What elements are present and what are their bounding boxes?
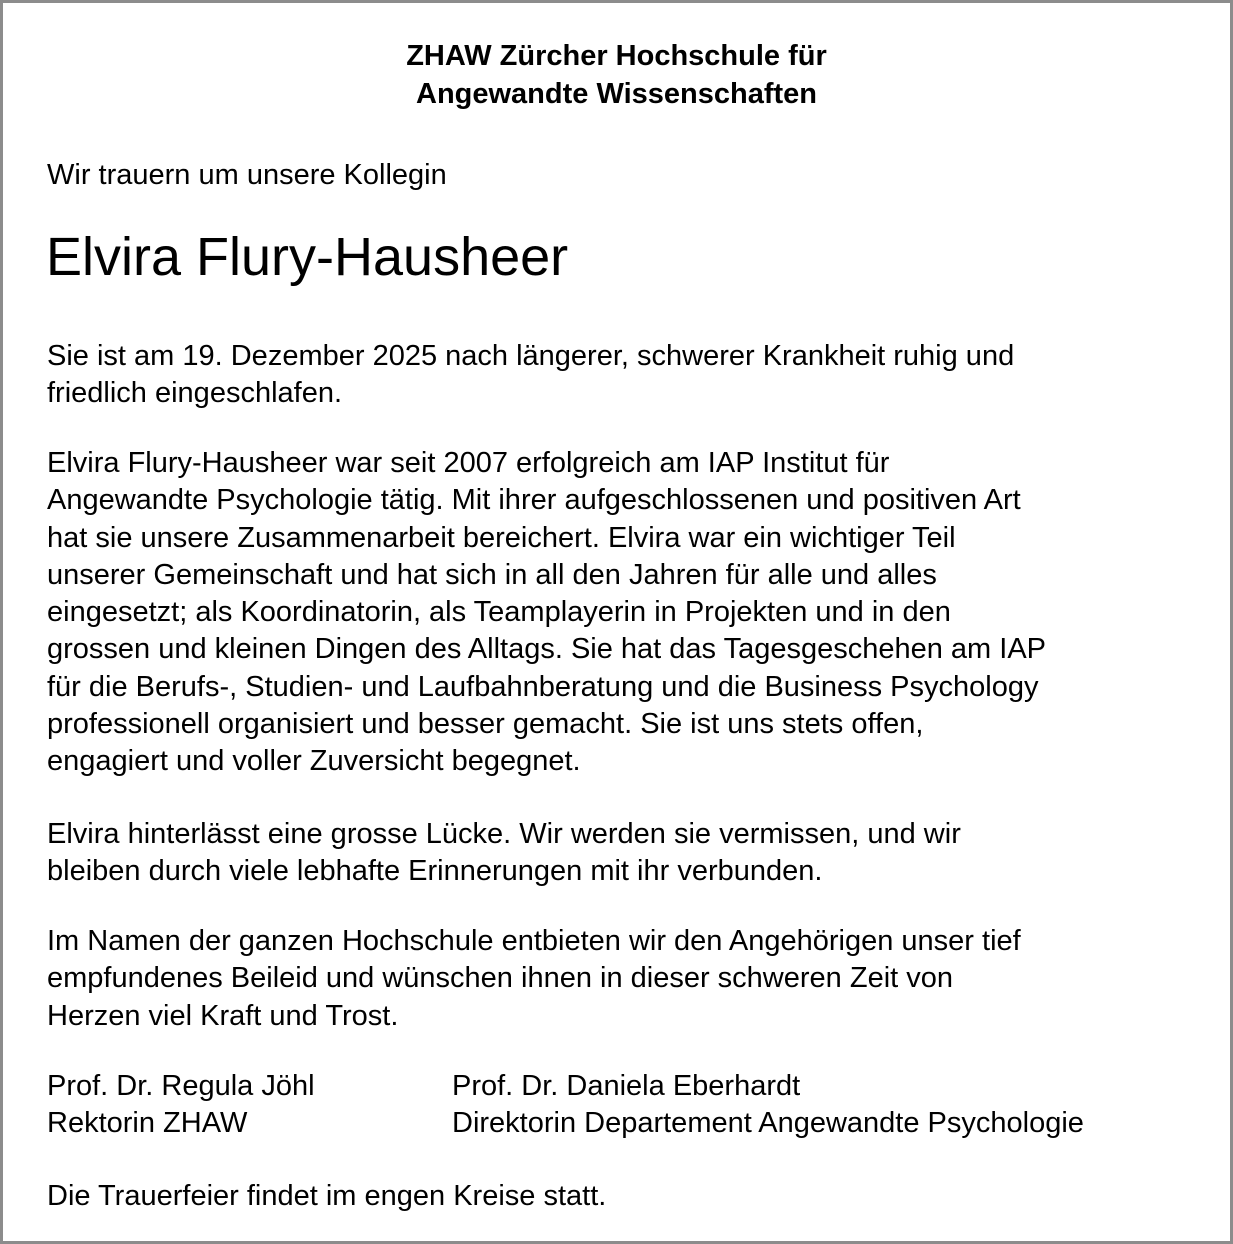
signatory-role: Direktorin Departement Angewandte Psychologie bbox=[452, 1107, 1084, 1139]
paragraph-remembrance bbox=[47, 816, 1200, 891]
paragraph-line: eingesetzt; als Koordinatorin, als Teamplayerin in Projekten und in den bbox=[47, 596, 951, 629]
institution-name-line-2: Angewandte Wissenschaften bbox=[416, 78, 817, 110]
paragraph-line: hat sie unsere Zusammenarbeit bereichert. Elvira war ein wichtiger Teil bbox=[47, 521, 956, 554]
paragraph-line: Elvira Flury-Hausheer war seit 2007 erfolgreich am IAP Institut für bbox=[47, 447, 890, 479]
paragraph-line: Elvira hinterlässt eine grosse Lücke. Wir werden sie vermissen, und wir bbox=[47, 818, 961, 850]
paragraph-line: empfundenes Beileid und wünschen ihnen in dieser schweren Zeit von bbox=[47, 962, 954, 995]
paragraph-line: unserer Gemeinschaft und hat sich in all den Jahren für alle und alles bbox=[47, 558, 937, 591]
paragraph-line: Im Namen der ganzen Hochschule entbieten wir den Angehörigen unser tief bbox=[47, 925, 1021, 957]
paragraph-line: für die Berufs-, Studien- und Laufbahnberatung und die Business Psychology bbox=[47, 670, 1039, 703]
deceased-name: Elvira Flury-Hausheer bbox=[46, 227, 569, 287]
paragraph-line: Herzen viel Kraft und Trost. bbox=[47, 999, 399, 1032]
paragraph-line: bleiben durch viele lebhafte Erinnerungen mit ihr verbunden. bbox=[47, 855, 823, 888]
funeral-note: Die Trauerfeier findet im engen Kreise statt. bbox=[47, 1180, 607, 1212]
paragraph-career bbox=[47, 445, 1200, 781]
signatory-name: Prof. Dr. Regula Jöhl bbox=[47, 1070, 315, 1102]
signatory-role: Rektorin ZHAW bbox=[47, 1107, 248, 1139]
paragraph-condolences bbox=[47, 923, 1200, 1035]
paragraph-line: grossen und kleinen Dingen des Alltags. Sie hat das Tagesgeschehen am IAP bbox=[47, 633, 1047, 666]
signatory-director bbox=[452, 1068, 1084, 1142]
institution-name-line-1: ZHAW Zürcher Hochschule für bbox=[406, 40, 827, 72]
paragraph-line: engagiert und voller Zuversicht begegnet. bbox=[47, 745, 581, 778]
signatory-rector bbox=[47, 1068, 315, 1142]
paragraph-line: Angewandte Psychologie tätig. Mit ihrer aufgeschlossenen und positiven Art bbox=[47, 484, 1021, 517]
paragraph-line: friedlich eingeschlafen. bbox=[47, 377, 343, 410]
paragraph-passing bbox=[47, 338, 1200, 413]
paragraph-line: professionell organisiert und besser gemacht. Sie ist uns stets offen, bbox=[47, 708, 924, 741]
paragraph-line: Sie ist am 19. Dezember 2025 nach längerer, schwerer Krankheit ruhig und bbox=[47, 340, 1015, 372]
signatory-name: Prof. Dr. Daniela Eberhardt bbox=[452, 1070, 801, 1102]
intro-text: Wir trauern um unsere Kollegin bbox=[47, 159, 447, 191]
institution-header bbox=[3, 37, 1230, 113]
